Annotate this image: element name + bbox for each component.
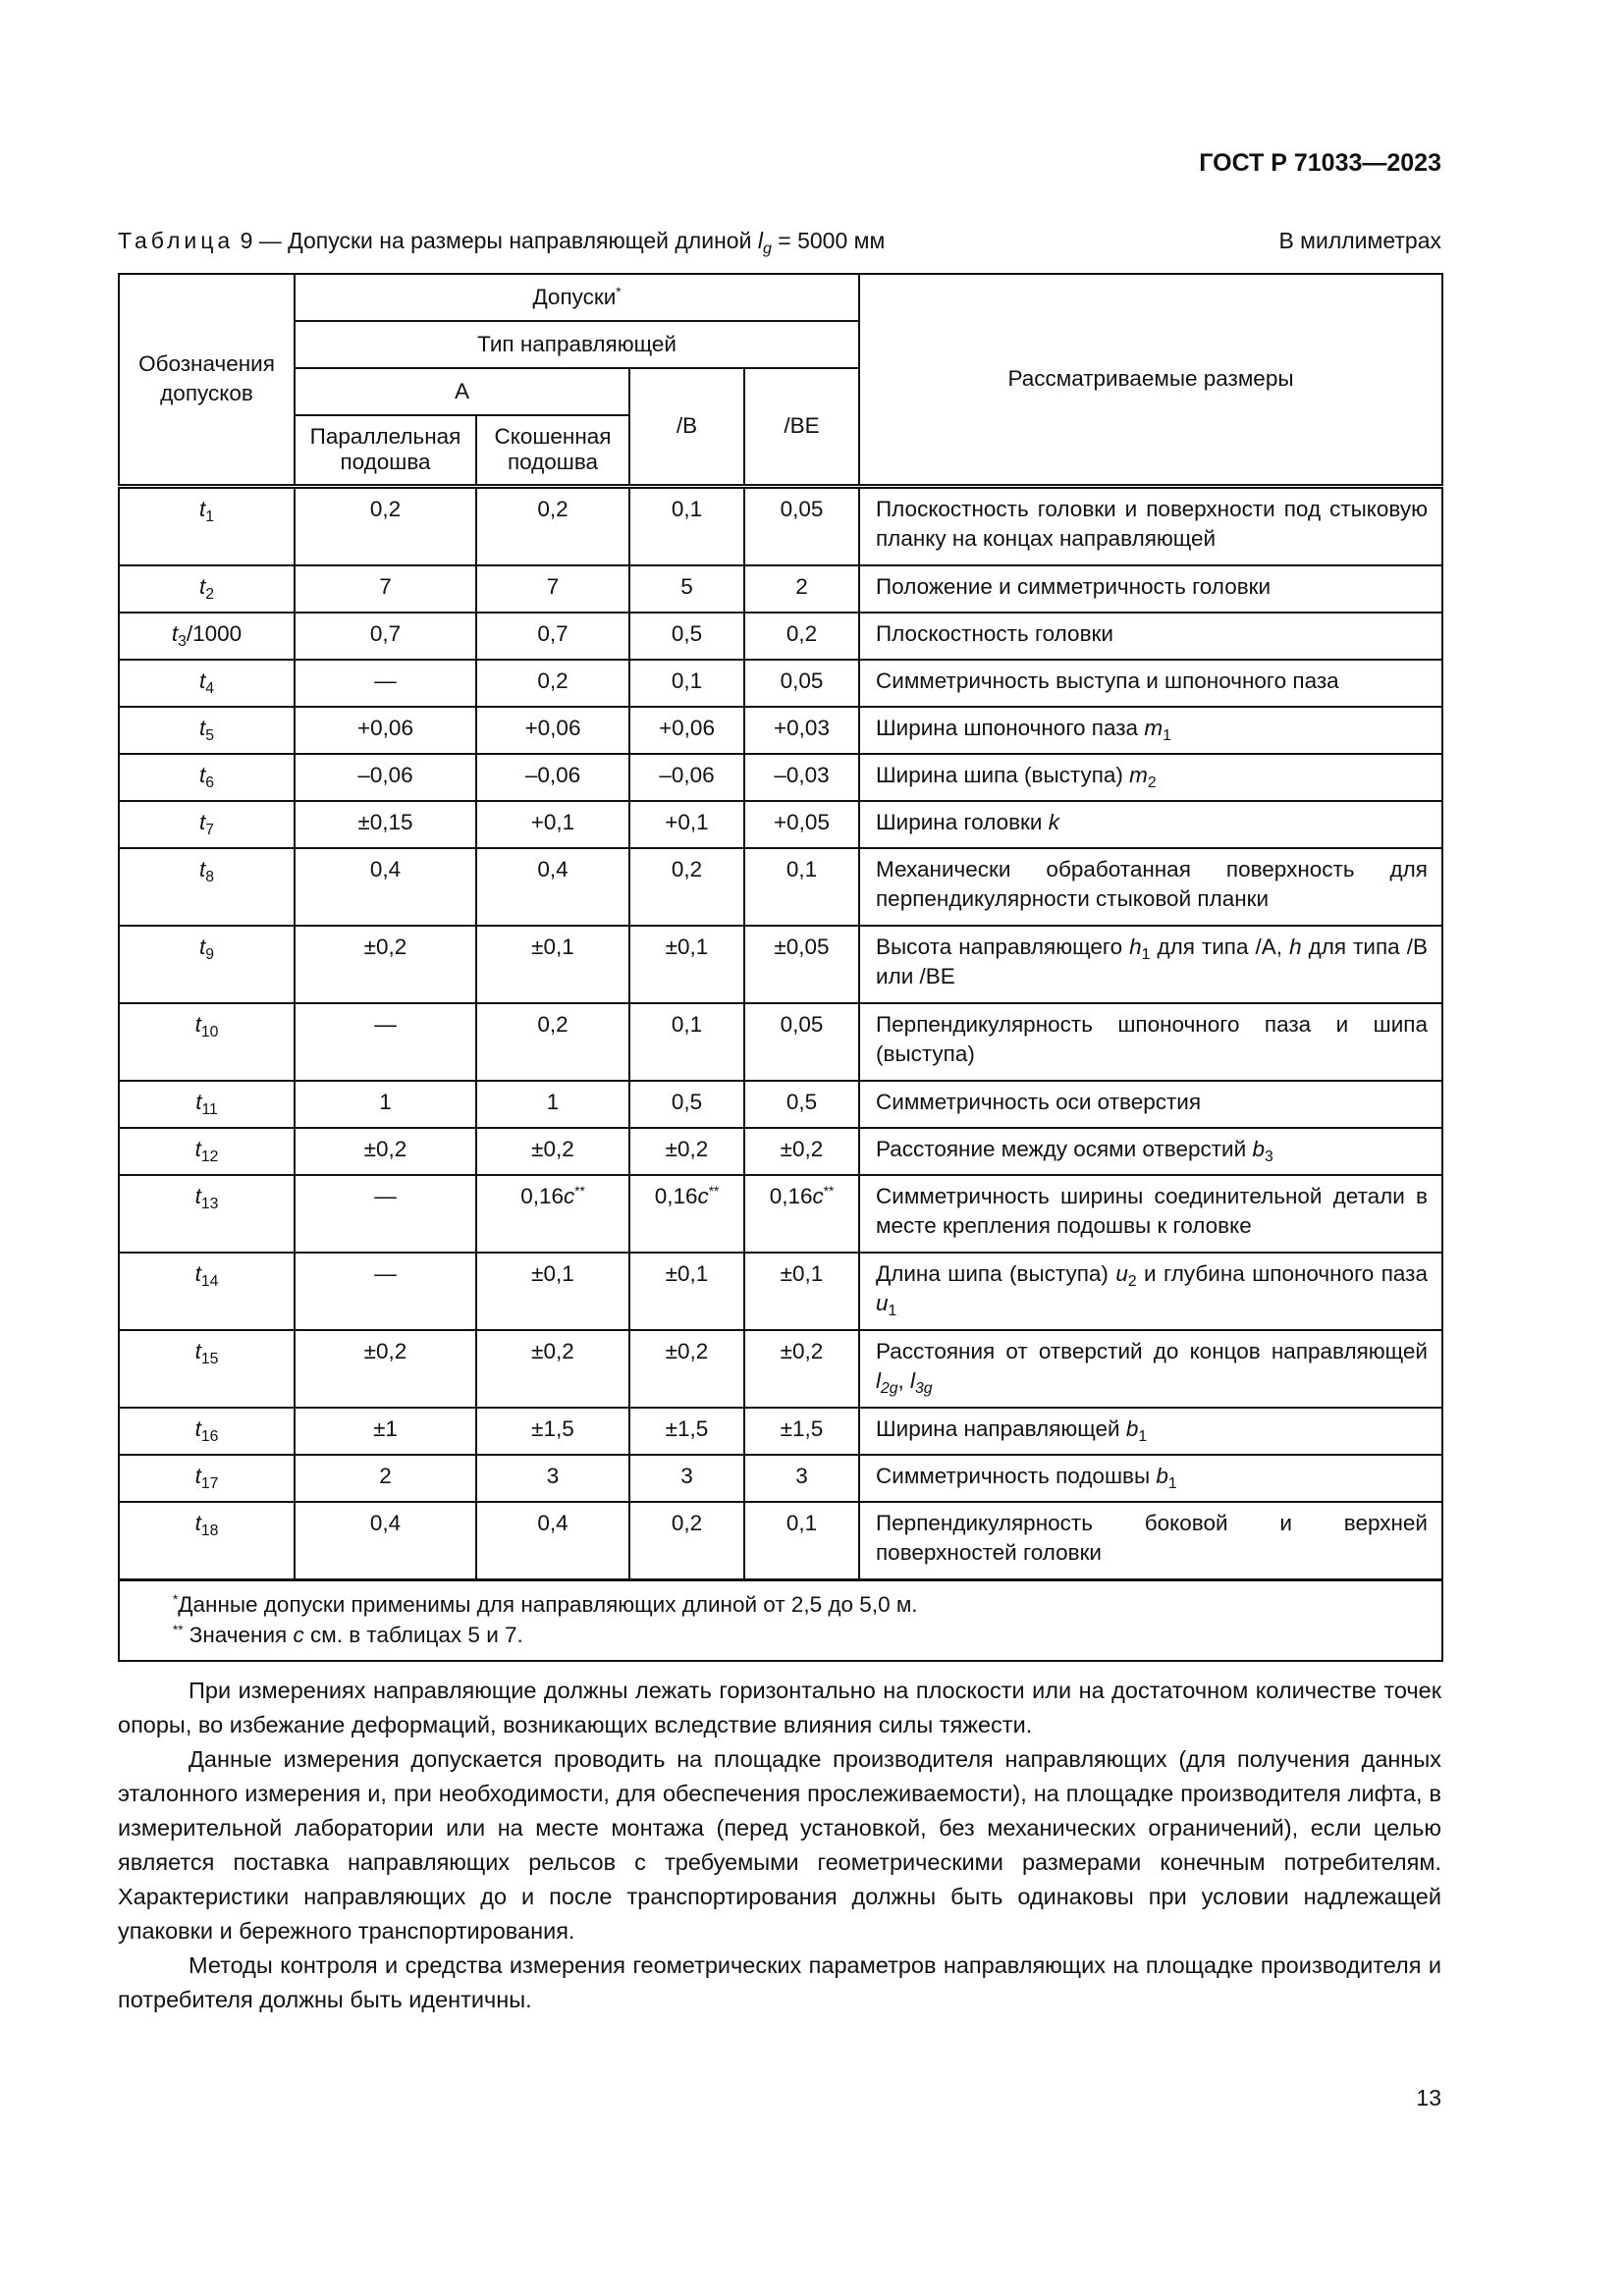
table-footnotes [119, 1579, 1442, 1661]
tolerance-designation: $t_{12}$ [119, 1128, 295, 1175]
paragraph: Методы контроля и средства измерения геометрических параметров направляющих на площадке производителя и потребителя должны быть идентичны. [118, 1952, 1441, 2012]
tolerance-value: –0,06 [629, 754, 744, 801]
tolerance-designation: $t_{14}$ [119, 1253, 295, 1330]
tolerance-designation: $t_{17}$ [119, 1455, 295, 1502]
dimension-description: Симметричность оси отверстия [859, 1081, 1442, 1128]
tolerance-value: ±0,2 [295, 1330, 476, 1408]
tolerance-value: ±0,2 [476, 1330, 629, 1408]
tolerance-value: 0,1 [744, 848, 859, 926]
dimension-description: Перпендикулярность боковой и верхней поверхностей головки [859, 1502, 1442, 1580]
table-row [119, 1455, 1442, 1502]
table-caption [118, 228, 1441, 257]
tolerance-designation: $t_7$ [119, 801, 295, 848]
tolerance-value: ±0,2 [629, 1128, 744, 1175]
tolerance-designation: $t_9$ [119, 926, 295, 1003]
tolerance-value: ±0,1 [629, 926, 744, 1003]
tolerance-value: 0,16c** [476, 1175, 629, 1253]
tolerance-value: +0,05 [744, 801, 859, 848]
table-row [119, 486, 1442, 565]
tolerance-value: 0,7 [476, 613, 629, 660]
dimension-description: Симметричность выступа и шпоночного паза [859, 660, 1442, 707]
tolerance-value: ±0,2 [744, 1330, 859, 1408]
tolerance-value: ±1,5 [744, 1408, 859, 1455]
tolerance-value: 5 [629, 565, 744, 613]
tolerance-value: 0,2 [629, 1502, 744, 1580]
dimension-description: Расстояние между осями отверстий $b_3$ [859, 1128, 1442, 1175]
tolerance-value: 0,4 [295, 1502, 476, 1580]
tolerance-value: — [295, 1253, 476, 1330]
tolerance-value: ±0,2 [744, 1128, 859, 1175]
tolerance-value: 0,2 [476, 486, 629, 565]
tolerance-value: ±0,05 [744, 926, 859, 1003]
dimension-description: Плоскостность головки [859, 613, 1442, 660]
tolerance-designation: $t_{11}$ [119, 1081, 295, 1128]
header-guide-type: Тип направляющей [295, 321, 859, 368]
table-row [119, 1081, 1442, 1128]
tolerance-value: 0,1 [744, 1502, 859, 1580]
tolerance-value: 2 [295, 1455, 476, 1502]
tolerance-designation: $t_5$ [119, 707, 295, 754]
dimension-description: Длина шипа (выступа) $u_2$ и глубина шпоночного паза $u_1$ [859, 1253, 1442, 1330]
tolerance-value: ±1,5 [629, 1408, 744, 1455]
tolerance-value: 0,4 [476, 1502, 629, 1580]
dimension-description: Механически обработанная поверхность для перпендикулярности стыковой планки [859, 848, 1442, 926]
caption-title: Таблица 9 — Допуски на размеры направляющей длиной $l_g = 5000$ мм [118, 228, 886, 257]
table-row [119, 1253, 1442, 1330]
tolerance-value: 0,05 [744, 660, 859, 707]
table-row [119, 660, 1442, 707]
tolerance-value: 0,5 [744, 1081, 859, 1128]
tolerance-value: 3 [476, 1455, 629, 1502]
dimension-description: Высота направляющего $h_1$ для типа /A, h для типа /B или /BE [859, 926, 1442, 1003]
header-type-be: /BE [744, 368, 859, 486]
table-row [119, 1175, 1442, 1253]
tolerance-value: 0,5 [629, 613, 744, 660]
tolerance-value: 0,05 [744, 1003, 859, 1081]
tolerance-value: 7 [295, 565, 476, 613]
tolerance-value: 0,5 [629, 1081, 744, 1128]
header-beveled-sole: Скошенная подошва [476, 415, 629, 486]
body-text [118, 1674, 1441, 2017]
tolerance-value: 0,1 [629, 1003, 744, 1081]
tolerance-designation: $t_{13}$ [119, 1175, 295, 1253]
tolerance-designation: $t_6$ [119, 754, 295, 801]
tolerance-designation: $t_8$ [119, 848, 295, 926]
footnote: *Данные допуски применимы для направляющих длиной от 2,5 до 5,0 м. [173, 1591, 918, 1617]
tolerance-value: 0,2 [476, 660, 629, 707]
tolerance-table [118, 273, 1443, 1662]
tolerance-value: +0,06 [476, 707, 629, 754]
dimension-description: Симметричность ширины соединительной детали в месте крепления подошвы к головке [859, 1175, 1442, 1253]
dimension-description: Перпендикулярность шпоночного паза и шипа (выступа) [859, 1003, 1442, 1081]
dimension-description: Симметричность подошвы $b_1$ [859, 1455, 1442, 1502]
table-row [119, 1330, 1442, 1408]
dimension-description: Расстояния от отверстий до концов направляющей $l_{2g}$, $l_{3g}$ [859, 1330, 1442, 1408]
tolerance-designation: $t_{16}$ [119, 1408, 295, 1455]
header-tolerances: Допуски* [295, 274, 859, 321]
table-row [119, 565, 1442, 613]
tolerance-value: +0,1 [476, 801, 629, 848]
tolerance-value: 2 [744, 565, 859, 613]
header-type-a: A [295, 368, 629, 415]
table-row [119, 754, 1442, 801]
dimension-description: Положение и симметричность головки [859, 565, 1442, 613]
tolerance-value: ±0,2 [476, 1128, 629, 1175]
tolerance-value: –0,06 [476, 754, 629, 801]
tolerance-designation: $t_{18}$ [119, 1502, 295, 1580]
tolerance-value: –0,03 [744, 754, 859, 801]
tolerance-value: — [295, 660, 476, 707]
header-parallel-sole: Параллельная подошва [295, 415, 476, 486]
tolerance-value: ±0,2 [295, 1128, 476, 1175]
tolerance-value: 0,2 [744, 613, 859, 660]
tolerance-value: 1 [295, 1081, 476, 1128]
dimension-description: Ширина шипа (выступа) $m_2$ [859, 754, 1442, 801]
tolerance-designation: $t_3/1000$ [119, 613, 295, 660]
tolerance-value: +0,06 [629, 707, 744, 754]
tolerance-value: 0,2 [295, 486, 476, 565]
tolerance-value: ±0,2 [295, 926, 476, 1003]
table-row [119, 848, 1442, 926]
tolerance-value: ±1,5 [476, 1408, 629, 1455]
tolerance-value: 0,7 [295, 613, 476, 660]
tolerance-value: +0,06 [295, 707, 476, 754]
tolerance-designation: $t_4$ [119, 660, 295, 707]
tolerance-value: 0,1 [629, 660, 744, 707]
tolerance-value: 3 [744, 1455, 859, 1502]
table-row [119, 707, 1442, 754]
tolerance-value: 0,4 [295, 848, 476, 926]
tolerance-value: 0,2 [476, 1003, 629, 1081]
document-number: ГОСТ Р 71033—2023 [1199, 149, 1441, 177]
tolerance-value: ±0,1 [629, 1253, 744, 1330]
table-row [119, 1408, 1442, 1455]
page-number: 13 [1416, 2085, 1441, 2110]
header-designation: Обозначения допусков [119, 274, 295, 486]
table-row [119, 613, 1442, 660]
tolerance-value: — [295, 1175, 476, 1253]
tolerance-value: ±0,1 [476, 1253, 629, 1330]
tolerance-designation: $t_{10}$ [119, 1003, 295, 1081]
paragraph: При измерениях направляющие должны лежать горизонтально на плоскости или на достаточном количестве точек опоры, во избежание деформаций, возникающих вследствие влияния силы тяжести. [118, 1678, 1441, 1737]
dimension-description: Ширина головки k [859, 801, 1442, 848]
dimension-description: Ширина шпоночного паза $m_1$ [859, 707, 1442, 754]
tolerance-designation: $t_1$ [119, 486, 295, 565]
footnote: ** Значения c см. в таблицах 5 и 7. [173, 1622, 523, 1647]
tolerance-value: 0,4 [476, 848, 629, 926]
tolerance-value: — [295, 1003, 476, 1081]
tolerance-value: 0,16c** [629, 1175, 744, 1253]
tolerance-value: 0,1 [629, 486, 744, 565]
tolerance-value: ±0,2 [629, 1330, 744, 1408]
tolerance-value: +0,03 [744, 707, 859, 754]
units-note: В миллиметрах [1278, 228, 1441, 253]
dimension-description: Ширина направляющей $b_1$ [859, 1408, 1442, 1455]
tolerance-value: ±1 [295, 1408, 476, 1455]
tolerance-designation: $t_2$ [119, 565, 295, 613]
paragraph: Данные измерения допускается проводить на площадке производителя направляющих (для получения данных эталонного измерения и, при необходимости, для обеспечения прослеживаемости), на площадке производителя лифта, в измерительной лаборатории или на месте монтажа (перед установкой, без механических ограничений), если целью является поставка направляющих рельсов с требуемыми геометрическими размерами конечным потребителям. Характеристики направляющих до и после транспортирования должны быть одинаковы при условии надлежащей упаковки и бережного транспортирования. [118, 1746, 1441, 1944]
tolerance-value: 0,16c** [744, 1175, 859, 1253]
header-dimensions: Рассматриваемые размеры [859, 274, 1442, 486]
tolerance-value: ±0,1 [744, 1253, 859, 1330]
tolerance-value: 1 [476, 1081, 629, 1128]
tolerance-value: 7 [476, 565, 629, 613]
tolerance-value: ±0,1 [476, 926, 629, 1003]
table-row [119, 1128, 1442, 1175]
tolerance-value: 0,05 [744, 486, 859, 565]
table-row [119, 801, 1442, 848]
tolerance-value: 0,2 [629, 848, 744, 926]
tolerance-value: ±0,15 [295, 801, 476, 848]
tolerance-designation: $t_{15}$ [119, 1330, 295, 1408]
dimension-description: Плоскостность головки и поверхности под стыковую планку на концах направляющей [859, 486, 1442, 565]
tolerance-value: +0,1 [629, 801, 744, 848]
tolerance-value: –0,06 [295, 754, 476, 801]
table-row [119, 1502, 1442, 1580]
table-row [119, 1003, 1442, 1081]
header-type-b: /B [629, 368, 744, 486]
tolerance-value: 3 [629, 1455, 744, 1502]
table-row [119, 926, 1442, 1003]
